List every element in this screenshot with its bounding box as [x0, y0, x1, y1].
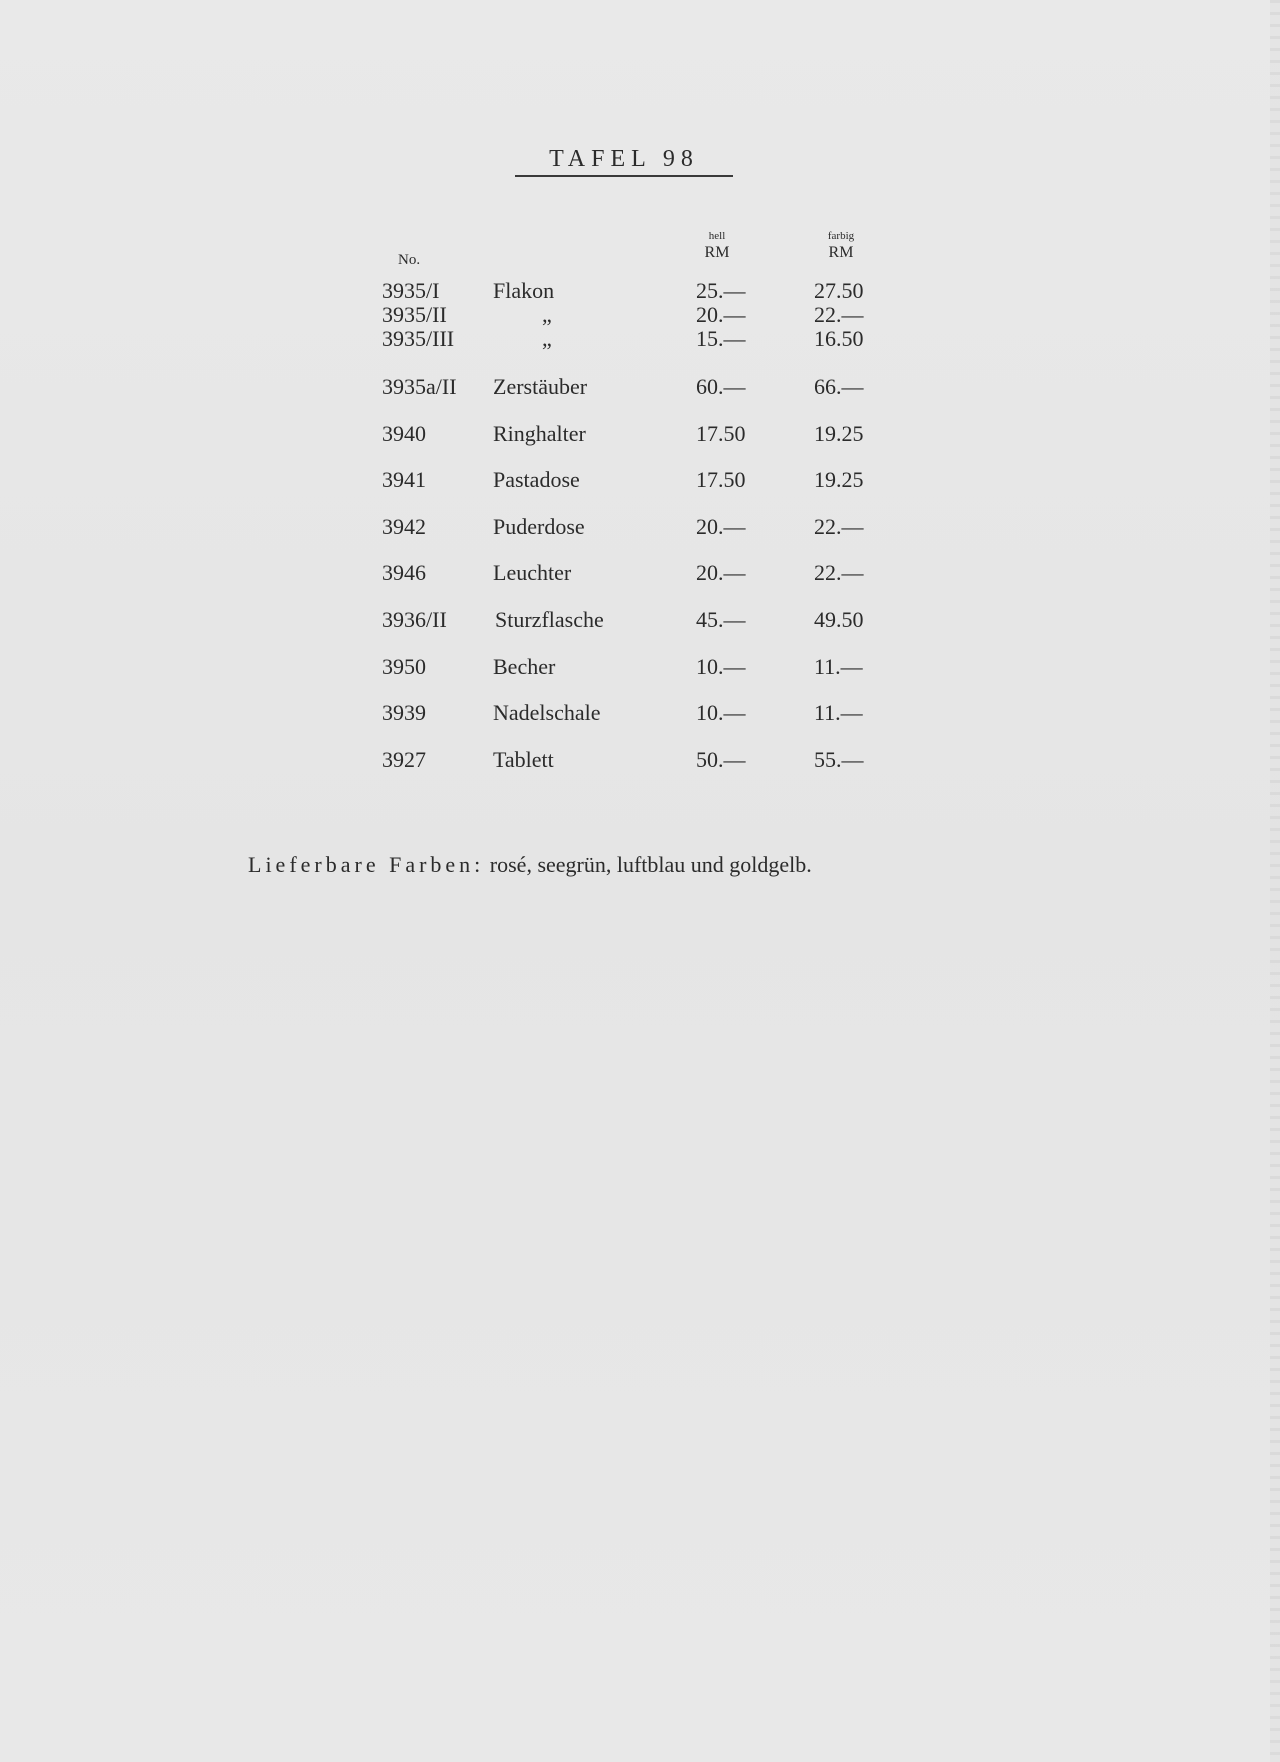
- table-row: [382, 514, 902, 542]
- header-hell-label: hell: [708, 230, 726, 242]
- table-row: [382, 747, 902, 775]
- item-number: 3935/II: [382, 302, 447, 327]
- price-farbig: 16.50: [814, 326, 864, 351]
- item-number: 3940: [382, 421, 426, 446]
- table-row: [382, 607, 902, 635]
- item-number: 3935a/II: [382, 374, 457, 399]
- item-name: Becher: [493, 654, 556, 679]
- price-hell: 60.—: [696, 374, 746, 399]
- price-farbig: 55.—: [814, 747, 864, 772]
- table-header: [382, 230, 902, 272]
- price-farbig: 66.—: [814, 374, 864, 399]
- header-farbig-column: [801, 230, 881, 264]
- table-row: [382, 326, 902, 354]
- item-name: Tablett: [493, 747, 554, 772]
- price-hell: 20.—: [696, 560, 746, 585]
- item-number: 3942: [382, 514, 426, 539]
- item-name: „: [542, 302, 552, 327]
- item-name: „: [542, 326, 552, 351]
- item-number: 3935/I: [382, 278, 440, 303]
- page-title: TAFEL 98: [515, 146, 733, 177]
- table-row: [382, 467, 902, 495]
- table-row: [382, 374, 902, 402]
- item-number: 3946: [382, 560, 426, 585]
- item-number: 3941: [382, 467, 426, 492]
- price-farbig: 22.—: [814, 560, 864, 585]
- price-hell: 20.—: [696, 302, 746, 327]
- price-farbig: 27.50: [814, 278, 864, 303]
- price-farbig: 22.—: [814, 302, 864, 327]
- item-name: Leuchter: [493, 560, 572, 585]
- price-hell: 45.—: [696, 607, 746, 632]
- price-farbig: 11.—: [814, 654, 863, 679]
- available-colors-note: [248, 852, 812, 878]
- header-hell-column: [677, 230, 757, 264]
- price-farbig: 11.—: [814, 700, 863, 725]
- price-hell: 25.—: [696, 278, 746, 303]
- price-hell: 17.50: [696, 421, 746, 446]
- table-row: [382, 560, 902, 588]
- price-hell: 20.—: [696, 514, 746, 539]
- item-number: 3936/II: [382, 607, 447, 632]
- item-number: 3927: [382, 747, 426, 772]
- item-number: 3950: [382, 654, 426, 679]
- item-number: 3939: [382, 700, 426, 725]
- price-farbig: 19.25: [814, 421, 864, 446]
- price-hell: 15.—: [696, 326, 746, 351]
- price-farbig: 49.50: [814, 607, 864, 632]
- item-name: Puderdose: [493, 514, 585, 539]
- item-name: Flakon: [493, 278, 555, 303]
- item-name: Sturzflasche: [495, 607, 604, 632]
- item-name: Ringhalter: [493, 421, 586, 446]
- table-row: [382, 421, 902, 449]
- price-table: [382, 230, 902, 772]
- header-hell-unit: RM: [704, 244, 730, 261]
- table-row: [382, 700, 902, 728]
- header-no: No.: [398, 252, 421, 268]
- available-colors-label: Lieferbare Farben:: [248, 852, 485, 877]
- item-name: Nadelschale: [493, 700, 601, 725]
- table-row: [382, 654, 902, 682]
- price-hell: 17.50: [696, 467, 746, 492]
- page-edge-perforation: [1270, 0, 1280, 1762]
- item-name: Zerstäuber: [493, 374, 588, 399]
- header-farbig-label: farbig: [827, 230, 855, 242]
- price-hell: 50.—: [696, 747, 746, 772]
- price-farbig: 22.—: [814, 514, 864, 539]
- price-farbig: 19.25: [814, 467, 864, 492]
- item-name: Pastadose: [493, 467, 580, 492]
- available-colors-list: rosé, seegrün, luftblau und goldgelb.: [489, 852, 812, 877]
- price-hell: 10.—: [696, 700, 746, 725]
- item-number: 3935/III: [382, 326, 455, 351]
- header-farbig-unit: RM: [828, 244, 854, 261]
- price-hell: 10.—: [696, 654, 746, 679]
